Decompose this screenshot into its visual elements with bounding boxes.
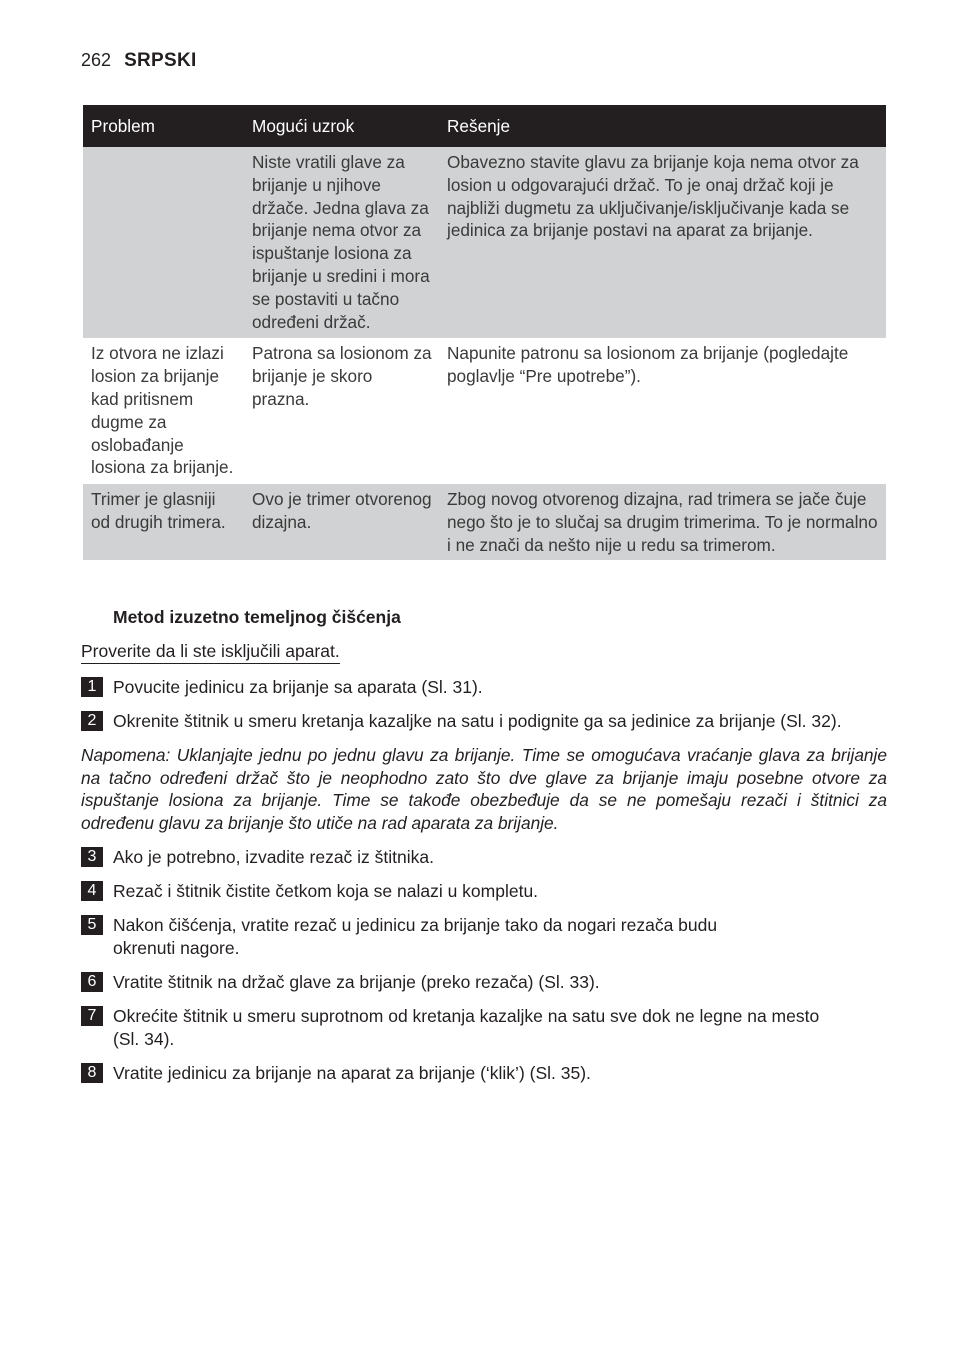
step-item — [81, 1062, 887, 1085]
step-number-badge: 2 — [81, 711, 103, 731]
column-header-cause: Mogući uzrok — [244, 105, 439, 147]
troubleshooting-table — [83, 105, 886, 560]
step-item — [81, 914, 781, 960]
step-item — [81, 846, 887, 869]
page-number: 262 — [81, 50, 112, 70]
column-header-solution: Rešenje — [439, 105, 886, 147]
step-text: Okrećite štitnik u smeru suprotnom od kretanja kazaljke na satu sve dok ne legne na mesto (Sl. 34). — [113, 1006, 820, 1049]
step-number-badge: 5 — [81, 915, 103, 935]
step-number-badge: 1 — [81, 677, 103, 697]
step-text: Okrenite štitnik u smeru kretanja kazaljke na satu i podignite ga sa jedinice za brijanje (Sl. 32). — [113, 711, 842, 731]
cell-problem: Iz otvora ne izlazi losion za brijanje kad pritisnem dugme za oslobađanje losiona za brijanje. — [91, 343, 234, 478]
step-text: Nakon čišćenja, vratite rezač u jedinicu za brijanje tako da nogari rezača budu okrenuti nagore. — [113, 915, 718, 958]
language-label: SRPSKI — [124, 50, 197, 71]
column-header-problem: Problem — [83, 105, 244, 147]
cell-solution: Zbog novog otvorenog dizajna, rad trimera se jače čuje nego što je to slučaj sa drugim trimerima. To je normalno i ne znači da nešto nije u redu sa trimerom. — [439, 484, 886, 559]
intro-text: Proverite da li ste isključili aparat. — [81, 641, 340, 664]
step-number-badge: 8 — [81, 1063, 103, 1083]
cell-solution: Napunite patronu sa losionom za brijanje (pogledajte poglavlje “Pre upotrebe”). — [447, 343, 849, 387]
step-text: Ako je potrebno, izvadite rezač iz štitnika. — [113, 847, 434, 867]
cell-solution: Obavezno stavite glavu za brijanje koja nema otvor za losion u odgovarajući držač. To je onaj držač koji je najbliži dugmetu za uključivanje/isključivanje kada se jedinica za brijanje postavi na aparat za brijanje. — [439, 147, 886, 338]
table-row — [83, 484, 886, 559]
step-text: Vratite jedinicu za brijanje na aparat za brijanje (‘klik’) (Sl. 35). — [113, 1063, 591, 1083]
step-number-badge: 4 — [81, 881, 103, 901]
step-item — [81, 880, 887, 903]
step-number-badge: 7 — [81, 1006, 103, 1026]
cell-cause: Ovo je trimer otvorenog dizajna. — [244, 484, 439, 559]
section-title: Metod izuzetno temeljnog čišćenja — [113, 607, 401, 627]
step-number-badge: 6 — [81, 972, 103, 992]
step-text: Povucite jedinicu za brijanje sa aparata (Sl. 31). — [113, 677, 483, 697]
step-item — [81, 971, 887, 994]
cell-problem — [83, 147, 244, 338]
cell-cause: Patrona sa losionom za brijanje je skoro prazna. — [252, 343, 432, 409]
step-text: Rezač i štitnik čistite četkom koja se nalazi u kompletu. — [113, 881, 539, 901]
step-text: Vratite štitnik na držač glave za brijanje (preko rezača) (Sl. 33). — [113, 972, 600, 992]
note-paragraph: Napomena: Uklanjajte jednu po jednu glavu za brijanje. Time se omogućava vraćanje glava za brijanje na tačno određeni držač što je neophodno zato što dve glave za brijanje imaju posebne otvore za ispuštanje losiona za brijanje. Time se takođe obezbeđuje da se ne pomešaju rezači i štitnici za određenu glavu za brijanje što utiče na rad aparata za brijanje. — [81, 745, 887, 834]
step-number-badge: 3 — [81, 847, 103, 867]
table-row — [83, 147, 886, 338]
page-header — [81, 50, 197, 72]
cell-problem: Trimer je glasniji od drugih trimera. — [83, 484, 244, 559]
step-item — [81, 676, 887, 699]
cell-cause: Niste vratili glave za brijanje u njihove držače. Jedna glava za brijanje nema otvor za ispuštanje losiona za brijanje u sredini i mora se postaviti u tačno određeni držač. — [244, 147, 439, 338]
step-item — [81, 1005, 841, 1051]
step-item — [81, 710, 887, 733]
table-row — [83, 338, 886, 484]
table-header-row — [83, 105, 886, 147]
